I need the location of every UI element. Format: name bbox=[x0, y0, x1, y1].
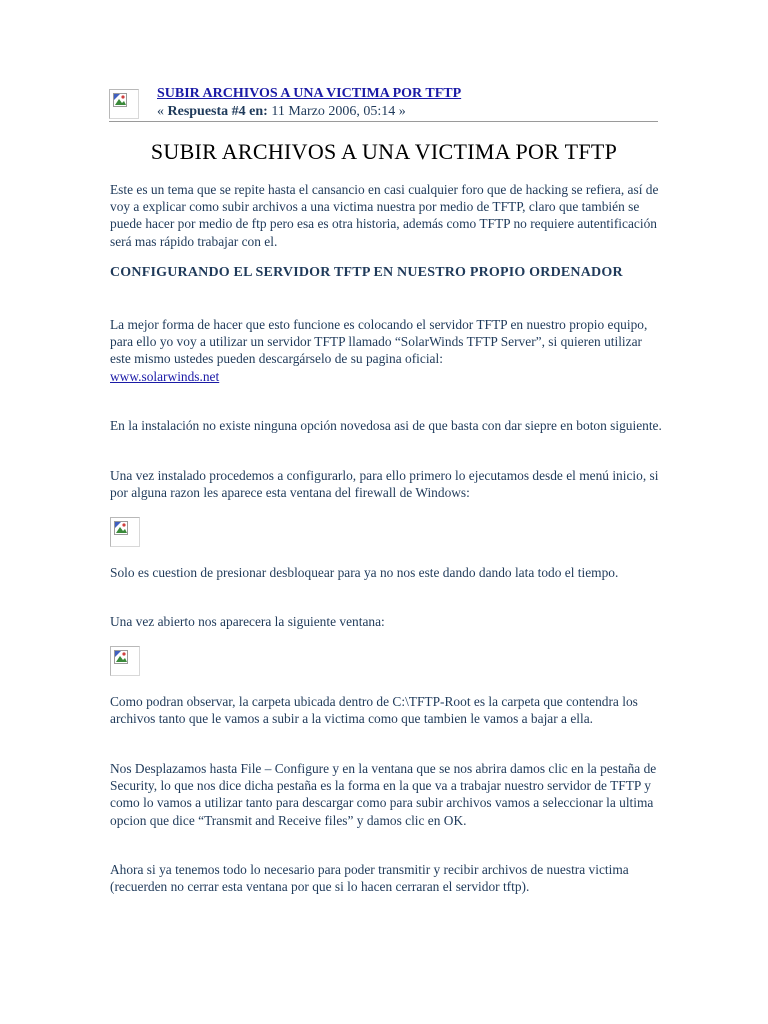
paragraph-6: Como podran observar, la carpeta ubicada dentro de C:\TFTP-Root es la carpeta que contendra los archivos tanto que le vamos a subir a la victima como que tambien le vamos a bajar a ella. bbox=[110, 694, 638, 727]
post-meta bbox=[157, 104, 406, 120]
paragraph-4: Solo es cuestion de presionar desbloquear para ya no nos este dando dando lata todo el tiempo. bbox=[110, 565, 619, 580]
section-heading: CONFIGURANDO EL SERVIDOR TFTP EN NUESTRO PROPIO ORDENADOR bbox=[110, 265, 623, 280]
broken-image-icon bbox=[109, 89, 139, 119]
solarwinds-link[interactable]: www.solarwinds.net bbox=[110, 368, 220, 384]
page-title: SUBIR ARCHIVOS A UNA VICTIMA POR TFTP bbox=[150, 139, 618, 164]
paragraph-1 bbox=[110, 316, 662, 385]
paragraph-1-text: La mejor forma de hacer que esto funcione es colocando el servidor TFTP en nuestro propio equipo, para ello yo voy a utilizar un servidor TFTP llamado “SolarWinds TFTP Server”, si quieren utilizar este mismo ustedes pueden descargárselo de su pagina oficial: bbox=[110, 317, 648, 367]
paragraph-7: Nos Desplazamos hasta File – Configure y en la ventana que se nos abrira damos clic en la pestaña de Security, lo que nos dice dicha pestaña es la forma en la que va a trabajar nuestro servidor de TFTP y como lo vamos a utilizar tanto para descargar como para subir archivos vamos a seleccionar la ultima opcion que dice “Transmit and Receive files” y damos clic en OK. bbox=[110, 761, 657, 828]
paragraph-3: Una vez instalado procedemos a configurarlo, para ello primero lo ejecutamos desde el menú inicio, si por alguna razon les aparece esta ventana del firewall de Windows: bbox=[110, 468, 659, 501]
meta-prefix: « bbox=[157, 104, 168, 119]
broken-image-icon bbox=[110, 646, 140, 676]
intro-paragraph: Este es un tema que se repite hasta el cansancio en casi cualquier foro que de hacking se refiera, así de voy a explicar como subir archivos a una victima nuestra por medio de TFTP, claro que también se puede hacer por medio de ftp pero esa es otra historia, además como TFTP no requiere autentificación será mas rápido trabajar con el. bbox=[110, 182, 659, 249]
meta-date: 11 Marzo 2006, 05:14 » bbox=[267, 104, 406, 119]
paragraph-8: Ahora si ya tenemos todo lo necesario para poder transmitir y recibir archivos de nuestra victima (recuerden no cerrar esta ventana por que si lo hacen cerraran el servidor tftp). bbox=[110, 862, 629, 895]
meta-label: Respuesta #4 en: bbox=[167, 104, 268, 119]
paragraph-5: Una vez abierto nos aparecera la siguiente ventana: bbox=[110, 614, 385, 629]
paragraph-2: En la instalación no existe ninguna opción novedosa asi de que basta con dar siepre en boton siguiente. bbox=[110, 418, 662, 433]
post-title-link[interactable]: SUBIR ARCHIVOS A UNA VICTIMA POR TFTP bbox=[157, 86, 462, 101]
header-divider bbox=[109, 121, 658, 122]
broken-image-icon bbox=[110, 517, 140, 547]
